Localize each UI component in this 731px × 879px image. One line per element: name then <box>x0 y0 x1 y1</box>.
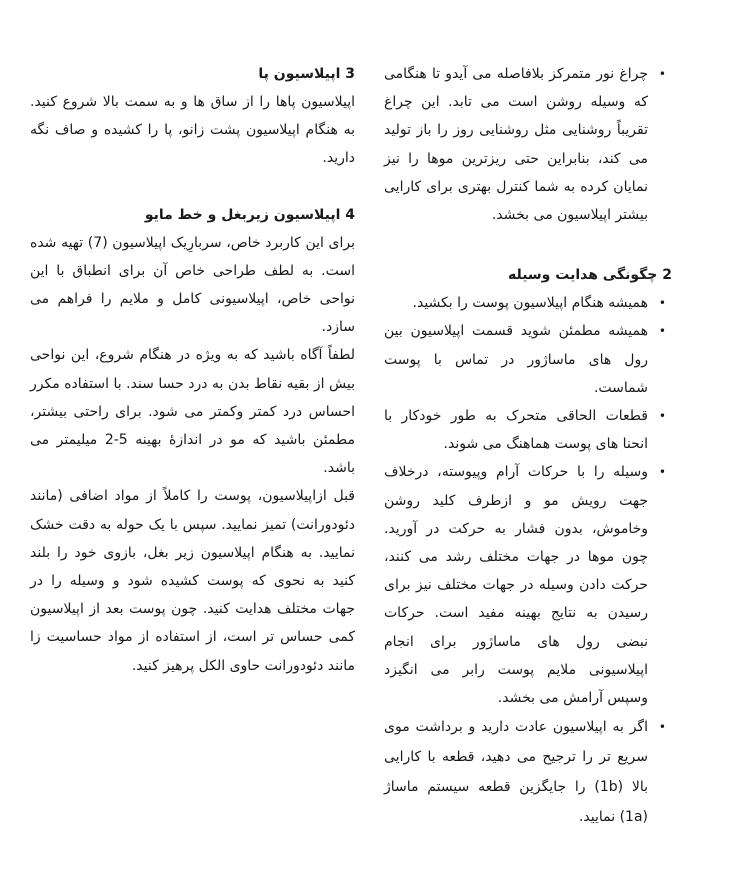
section-2-number: 2 <box>662 267 672 284</box>
section-4-paragraph-1: برای این کاربرد خاص، سربارِیک اپیلاسیون (7) تهیه شده است. به لطف طراحی خاص آن برای انطباق با این نواحی خاص، اپیلاسیونی کامل و ملایم را فراهم می سازد. <box>30 234 356 336</box>
intro-list <box>384 60 672 229</box>
section-3-number: 3 <box>345 66 355 82</box>
list-item: • همیشه هنگام اپیلاسیون پوست را بکشید. <box>384 289 672 317</box>
section-2-heading <box>384 261 672 289</box>
section-4-number: 4 <box>345 206 355 223</box>
left-column <box>30 60 355 680</box>
section-4-heading <box>30 201 355 229</box>
section-2-title: چگونگی هدایت وسیله <box>507 267 658 284</box>
list-item: • همیشه مطمئن شوید قسمت اپیلاسیون بین رول های ماساژور در تماس با پوست شماست. <box>384 317 672 402</box>
intro-bullet: • چراغ نور متمرکز بلافاصله می آیدو تا هنگامی که وسیله روشن است می تابد. این چراغ تقریباً روشنایی مثل روشنایی روز را باز تولید می کند، بنابراین حتی ریزترین موها را نیز نمایان کرده به شما کنترل بهتری برای کارایی بیشتر اپیلاسیون می بخشد. <box>384 60 672 229</box>
section-4-paragraph-3: قبل ازاپیلاسیون، پوست را کاملاً از مواد اضافی (مانند دئودورانت) تمیز نمایید. سپس با یک حوله به دقت خشک نمایید. به هنگام اپیلاسیون زیر بغل، بازوی خود را بلند کنید به نحوی که پوست کشیده شود و وسیله را در جهات مختلف هدایت کنید. چون پوست بعد از اپیلاسیون کمی حساس تر است، از استفاده از مواد حساسیت زا مانند دئودورانت حاوی الکل پرهیز کنید. <box>30 488 355 674</box>
list-item: • اگر به اپیلاسیون عادت دارید و برداشت موی سریع تر را ترجیح می دهید، قطعه با کارایی بالا (1b) را جایگزین قطعه سیستم ماساژ (1a) نمایید. <box>384 712 672 832</box>
section-3-body: اپیلاسیون پاها را از ساق ها و به سمت بالا شروع کنید. به هنگام اپیلاسیون پشت زانو، پا را کشیده و صاف نگه دارید. <box>30 94 355 167</box>
list-item: • قطعات الحاقی متحرک به طور خودکار با انحنا های پوست هماهنگ می شوند. <box>384 402 672 458</box>
section-2-bullet-list <box>384 289 672 832</box>
list-item: • وسیله را با حرکات آرام وپیوسته، درخلاف جهت رویش مو و ازطرف کلید روشن وخاموش، بدون فشار به حرکت در آورید. چون موها در جهات مختلف رشد می کنند، حرکت دادن وسیله در جهات مختلف نیز برای رسیدن به نتایج بهینه مفید است. حرکات نبضی رول های ماساژور برای انجام اپیلاسیونی ملایم پوست رابر می انگیزد وسپس آرامش می بخشد. <box>384 458 672 712</box>
section-4-title: اپیلاسیون زیربغل و خط مایو <box>144 206 341 223</box>
right-column <box>384 60 672 832</box>
section-3-title: اپیلاسیون پا <box>258 66 341 82</box>
section-4-paragraph-2: لطفاً آگاه باشید که به ویژه در هنگام شروع، این نواحی بیش از بقیه نقاط بدن به درد حسا سند. با استفاده مکرر احساس درد کمتر وکمتر می شود. برای راحتی بیشتر، مطمئن باشید که مو در اندازۀ بهینه 5-2 میلیمتر می باشد. <box>30 347 355 477</box>
section-3-heading <box>30 60 355 88</box>
